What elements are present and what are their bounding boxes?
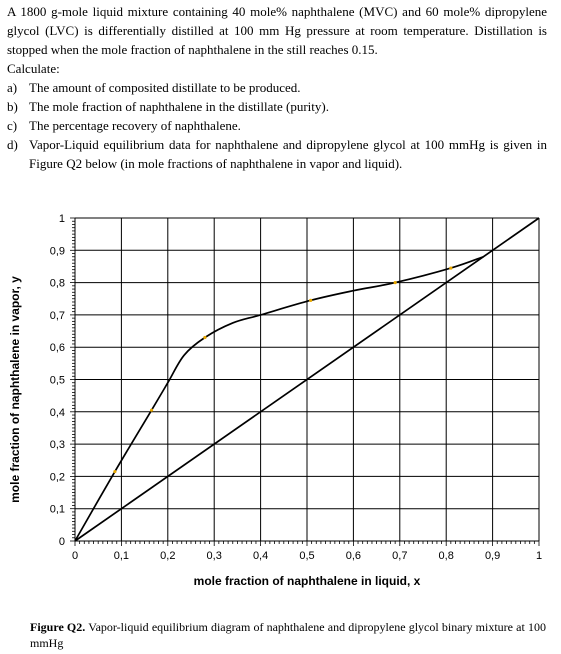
x-tick-label: 0	[71, 550, 79, 562]
question-item	[7, 135, 547, 173]
question-item	[7, 78, 547, 97]
data-point	[449, 266, 452, 269]
question-marker: b)	[7, 99, 18, 114]
y-tick-label: 0,4	[49, 406, 65, 419]
y-tick-label: 0,1	[49, 503, 65, 516]
x-tick-label: 1	[535, 550, 543, 562]
question-text: Vapor-Liquid equilibrium data for naphthalene and dipropylene glycol at 100 mmHg is given in Figure Q2 below (in mole fractions of naphthalene in vapor and liquid).	[29, 137, 547, 171]
data-point	[113, 470, 116, 473]
x-axis-label: mole fraction of naphthalene in liquid, x	[193, 574, 421, 588]
figure-label: Figure Q2.	[30, 620, 86, 634]
y-tick-label: 0,2	[49, 471, 65, 484]
x-tick-label: 0,6	[345, 550, 362, 562]
y-tick-label: 1	[58, 213, 65, 225]
data-point	[203, 336, 206, 339]
x-tick-label: 0,5	[299, 550, 315, 562]
x-tick-label: 0,8	[438, 550, 454, 562]
y-tick-label: 0,7	[49, 309, 65, 322]
vle-chart	[0, 208, 561, 608]
x-tick-label: 0,4	[252, 550, 269, 562]
question-marker: c)	[7, 118, 18, 133]
x-tick-label: 0,9	[484, 550, 501, 562]
figure-caption	[30, 619, 546, 651]
data-point	[394, 281, 397, 284]
y-tick-label: 0,6	[49, 342, 65, 355]
y-tick-label: 0,9	[49, 245, 65, 258]
x-tick-label: 0,7	[392, 550, 408, 562]
y-tick-label: 0,8	[49, 277, 65, 290]
y-tick-label: 0	[58, 536, 65, 548]
calculate-heading: Calculate:	[7, 61, 60, 76]
question-marker: a)	[7, 80, 18, 95]
y-axis-label: mole fraction of naphthalene in vapor, y	[8, 276, 22, 503]
y-tick-label: 0,3	[49, 439, 65, 452]
x-tick-label: 0,2	[160, 550, 176, 562]
question-list	[7, 78, 547, 173]
problem-statement	[7, 2, 547, 173]
y-tick-label: 0,5	[49, 374, 65, 387]
question-marker: d)	[7, 137, 18, 152]
question-text: The percentage recovery of naphthalene.	[29, 118, 241, 133]
question-item	[7, 116, 547, 135]
data-point	[309, 299, 312, 302]
x-tick-label: 0,3	[206, 550, 222, 562]
question-text: The amount of composited distillate to be produced.	[29, 80, 301, 95]
problem-intro: A 1800 g-mole liquid mixture containing 40 mole% naphthalene (MVC) and 60 mole% dipropylene glycol (LVC) is differentially distilled at 100 mm Hg pressure at room temperature. Distillation is stopped when the mole fraction of naphthalene in the still reaches 0.15.	[7, 4, 547, 57]
question-text: The mole fraction of naphthalene in the distillate (purity).	[29, 99, 329, 114]
x-tick-label: 0,1	[113, 550, 130, 562]
question-item	[7, 97, 547, 116]
data-point	[150, 409, 153, 412]
figure-caption-text: Vapor-liquid equilibrium diagram of naphthalene and dipropylene glycol binary mixture at 100 mmHg	[30, 620, 546, 650]
chart-markers	[113, 266, 452, 473]
